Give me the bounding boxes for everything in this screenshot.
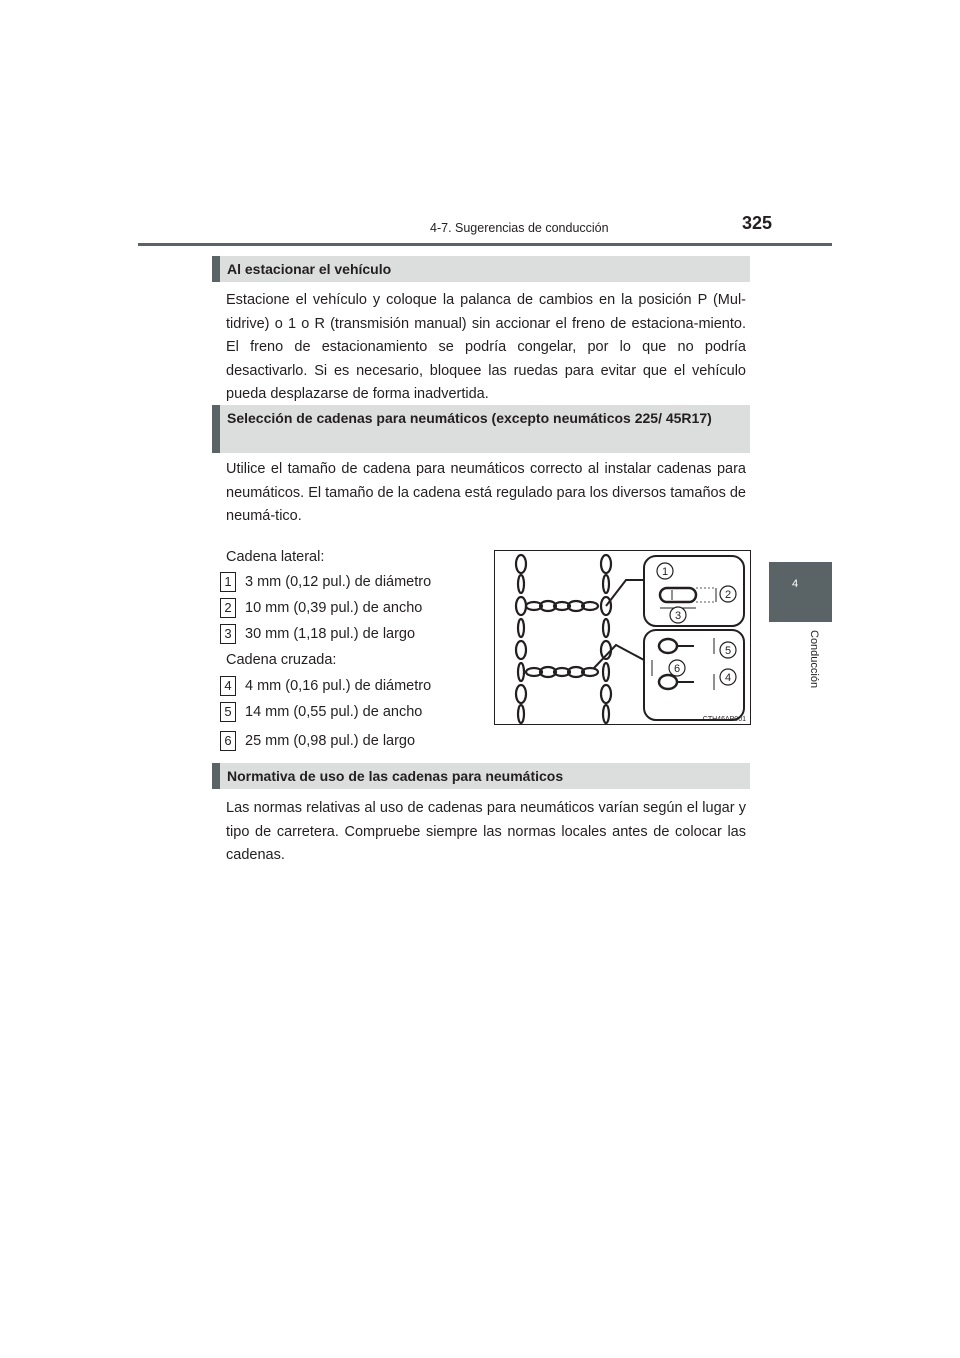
item-text: 25 mm (0,98 pul.) de largo: [245, 733, 416, 749]
header-section-title: 4-7. Sugerencias de conducción: [430, 221, 609, 235]
section-title-chain-selection: Selección de cadenas para neumáticos (excepto neumáticos 225/ 45R17): [212, 405, 750, 453]
item-text: 3 mm (0,12 pul.) de diámetro: [245, 574, 432, 590]
paragraph-chain-selection: Utilice el tamaño de cadena para neumáticos correcto al instalar cadenas para neumáticos. El tamaño de la cadena está regulado para los diversos tamaños de neumá-tico.: [226, 461, 746, 524]
item-number-badge: 4: [220, 676, 236, 696]
item-number-badge: 6: [220, 731, 236, 751]
header-rule: [138, 243, 832, 246]
callout-label: 3: [674, 610, 682, 622]
callout-label: 5: [724, 645, 732, 657]
item-text: 14 mm (0,55 pul.) de ancho: [245, 704, 423, 720]
callout-label: 1: [661, 566, 669, 578]
item-text: 30 mm (1,18 pul.) de largo: [245, 626, 416, 642]
spec-item: [220, 572, 431, 592]
item-number-badge: 1: [220, 572, 236, 592]
cross-chain-label: Cadena cruzada:: [226, 652, 337, 668]
chapter-tab: [769, 562, 832, 622]
figure-code: CTH46AP001: [702, 716, 746, 723]
chapter-label: Conducción: [808, 630, 820, 689]
spec-item: [220, 624, 415, 644]
section-title-regulations: Normativa de uso de las cadenas para neumáticos: [212, 763, 750, 789]
tire-chain-figure: [494, 550, 751, 725]
spec-item: [220, 598, 422, 618]
section-title-parking: Al estacionar el vehículo: [212, 256, 750, 282]
side-chain-label: Cadena lateral:: [226, 549, 325, 565]
page-number: 325: [742, 213, 773, 233]
item-number-badge: 2: [220, 598, 236, 618]
callout-label: 2: [724, 589, 732, 601]
item-number-badge: 3: [220, 624, 236, 644]
spec-item: [220, 731, 415, 751]
paragraph-parking: Estacione el vehículo y coloque la palanca de cambios en la posición P (Mul-tidrive) o 1 o R (transmisión manual) sin accionar el freno de estaciona-miento. El freno de estacionamiento se podría congelar, por lo que no podría desactivarlo. Si es necesario, bloquee las ruedas para evitar que el vehículo pueda desplazarse de forma inadvertida.: [226, 292, 746, 402]
spec-item: [220, 676, 431, 696]
item-text: 10 mm (0,39 pul.) de ancho: [245, 600, 423, 616]
callout-label: 4: [724, 672, 732, 684]
item-text: 4 mm (0,16 pul.) de diámetro: [245, 678, 432, 694]
chapter-number: 4: [792, 578, 799, 590]
paragraph-regulations: Las normas relativas al uso de cadenas para neumáticos varían según el lugar y tipo de carretera. Compruebe siempre las normas locales antes de colocar las cadenas.: [226, 800, 746, 863]
item-number-badge: 5: [220, 702, 236, 722]
callout-label: 6: [673, 663, 681, 675]
spec-item: [220, 702, 422, 722]
